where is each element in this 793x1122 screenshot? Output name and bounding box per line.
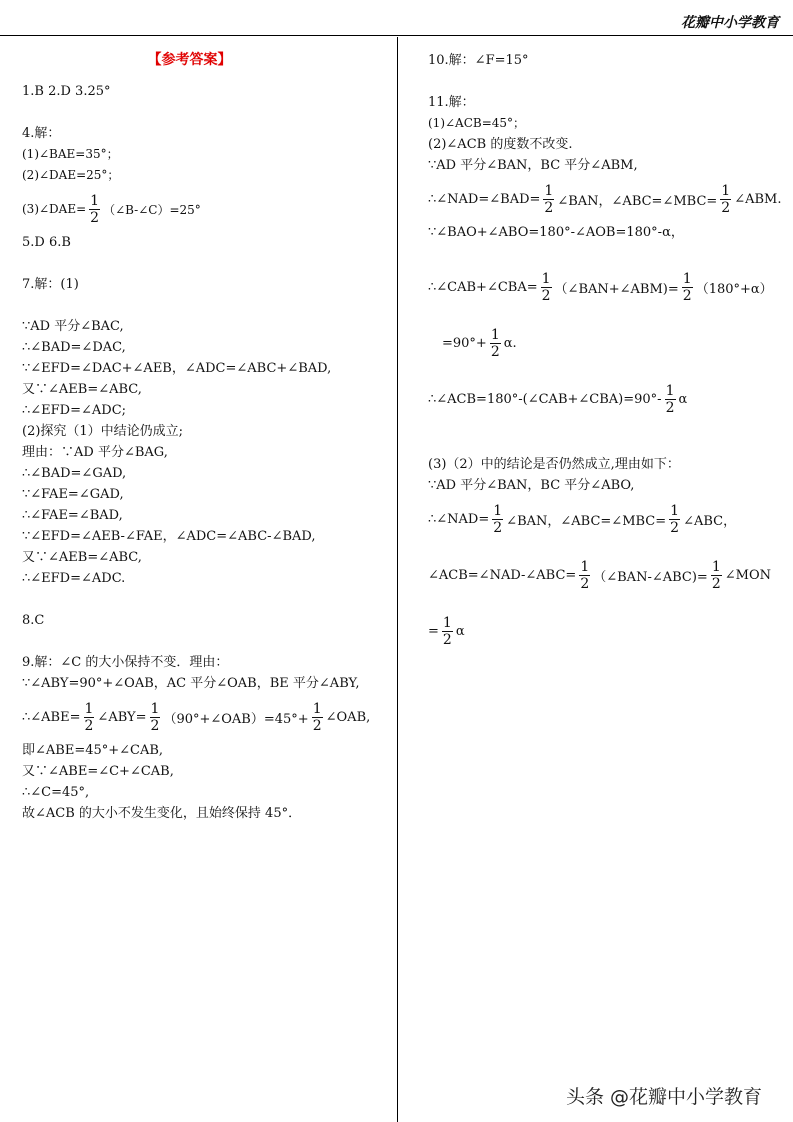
- fraction-den: 2: [711, 575, 721, 592]
- q4-heading: 4.解：: [22, 126, 61, 141]
- text: ∠BAN，∠ABC=∠MBC=: [506, 513, 667, 529]
- q11-formula: [428, 608, 778, 654]
- fraction-num: 1: [490, 326, 500, 343]
- q7-heading: 7.解：(1): [22, 277, 79, 292]
- text: （180°+α）: [695, 281, 773, 297]
- fraction-num: 1: [721, 182, 731, 199]
- fraction-den: 2: [665, 399, 675, 416]
- text: ∴∠ACB=180°-(∠CAB+∠CBA)=90°-: [428, 391, 662, 407]
- fraction-num: 1: [580, 558, 590, 575]
- answer-title: 【参考答案】: [147, 52, 232, 68]
- fraction-den: 2: [544, 199, 554, 216]
- header-brand: 花瓣中小学教育: [681, 15, 779, 31]
- q7-line: ∴∠BAD=∠DAC,: [22, 340, 126, 355]
- column-divider: [397, 37, 398, 1122]
- fraction-den: 2: [490, 343, 500, 360]
- fraction-half: [543, 183, 554, 216]
- q11-line: ∵AD 平分∠BAN，BC 平分∠ABO,: [428, 478, 635, 493]
- text: ∠OAB,: [325, 709, 371, 725]
- q7-line: 理由：∵AD 平分∠BAG,: [22, 445, 168, 460]
- q7-line: 又∵∠AEB=∠ABC,: [22, 382, 142, 397]
- fraction-den: 2: [493, 519, 503, 536]
- fraction-den: 2: [442, 631, 452, 648]
- fraction-half: [490, 327, 501, 360]
- q4-part2: (2)∠DAE=25°；: [22, 168, 120, 182]
- fraction-half: [89, 193, 100, 226]
- text: (3)∠DAE=: [22, 202, 87, 216]
- text: α.: [503, 335, 517, 351]
- q11-formula: [428, 376, 778, 422]
- text: ∠BAN，∠ABC=∠MBC=: [557, 193, 718, 209]
- answer-1-3: 1.B 2.D 3.25°: [22, 84, 111, 99]
- fraction-num: 1: [711, 558, 721, 575]
- text: ∠MON: [724, 567, 771, 583]
- q7-line: ∵∠FAE=∠GAD,: [22, 487, 124, 502]
- text: （∠BAN-∠ABC)=: [593, 569, 708, 585]
- fraction-den: 2: [721, 199, 731, 216]
- fraction-num: 1: [670, 502, 680, 519]
- watermark: 头条 @花瓣中小学教育: [566, 1086, 763, 1108]
- right-column: [428, 50, 782, 654]
- text: ∠ACB=∠NAD-∠ABC=: [428, 567, 577, 583]
- q11-formula: [428, 320, 778, 366]
- text: ∴∠NAD=: [428, 511, 490, 527]
- text: ∴∠NAD=∠BAD=: [428, 191, 541, 207]
- fraction-den: 2: [682, 287, 692, 304]
- fraction-half: [312, 701, 323, 734]
- q7-line: ∴∠FAE=∠BAD,: [22, 508, 123, 523]
- fraction-half: [682, 271, 693, 304]
- header-divider: [0, 35, 793, 36]
- text: =90°+: [442, 335, 487, 351]
- q7-line: ∴∠EFD=∠ADC.: [22, 571, 126, 586]
- q11-line: ∵∠BAO+∠ABO=180°-∠AOB=180°-α，: [428, 225, 684, 240]
- text: ∴∠CAB+∠CBA=: [428, 279, 538, 295]
- answer-5-6: 5.D 6.B: [22, 235, 71, 250]
- fraction-num: 1: [544, 182, 554, 199]
- q11-formula: [428, 264, 778, 310]
- fraction-den: 2: [580, 575, 590, 592]
- fraction-num: 1: [541, 270, 551, 287]
- q11-line: (2)∠ACB 的度数不改变.: [428, 137, 573, 152]
- fraction-half: [579, 559, 590, 592]
- fraction-half: [442, 615, 453, 648]
- q11-line: (1)∠ACB=45°；: [428, 116, 526, 130]
- fraction-half: [669, 503, 680, 536]
- fraction-den: 2: [312, 717, 322, 734]
- fraction-half: [720, 183, 731, 216]
- text: ∠ABC，: [683, 513, 737, 529]
- text: （∠B-∠C）=25°: [103, 202, 201, 217]
- q11-formula: [428, 176, 782, 222]
- q7-line: ∵∠EFD=∠AEB-∠FAE，∠ADC=∠ABC-∠BAD,: [22, 529, 316, 544]
- fraction-den: 2: [84, 717, 94, 734]
- fraction-num: 1: [442, 614, 452, 631]
- q9-line: 故∠ACB 的大小不发生变化，且始终保持 45°．: [22, 806, 302, 821]
- text: α: [455, 623, 465, 639]
- q9-line: 又∵∠ABE=∠C+∠CAB,: [22, 764, 174, 779]
- text: ∴∠ABE=: [22, 709, 81, 725]
- q10-answer: 10.解：∠F=15°: [428, 53, 529, 68]
- q9-formula: [22, 694, 387, 740]
- q9-line: ∴∠C=45°,: [22, 785, 90, 800]
- text: α: [678, 391, 688, 407]
- fraction-num: 1: [90, 192, 100, 209]
- fraction-den: 2: [90, 209, 100, 226]
- text: =: [428, 623, 439, 639]
- left-column: [22, 50, 387, 824]
- fraction-num: 1: [665, 382, 675, 399]
- q7-line: (2)探究（1）中结论仍成立;: [22, 424, 184, 439]
- q11-heading: 11.解：: [428, 95, 475, 110]
- q7-line: 又∵∠AEB=∠ABC,: [22, 550, 142, 565]
- fraction-num: 1: [84, 700, 94, 717]
- fraction-num: 1: [493, 502, 503, 519]
- fraction-num: 1: [682, 270, 692, 287]
- fraction-half: [711, 559, 722, 592]
- q9-line: 即∠ABE=45°+∠CAB,: [22, 743, 164, 758]
- text: （90°+∠OAB）=45°+: [163, 711, 309, 727]
- q7-line: ∴∠BAD=∠GAD,: [22, 466, 127, 481]
- q11-formula: [428, 552, 778, 598]
- fraction-half: [665, 383, 676, 416]
- q11-formula: [428, 496, 778, 542]
- fraction-num: 1: [150, 700, 160, 717]
- q11-line: ∵AD 平分∠BAN，BC 平分∠ABM,: [428, 158, 638, 173]
- answer-8: 8.C: [22, 613, 45, 628]
- fraction-den: 2: [670, 519, 680, 536]
- fraction-half: [150, 701, 161, 734]
- text: ∠ABM.: [734, 191, 782, 207]
- q4-part1: (1)∠BAE=35°；: [22, 147, 119, 161]
- q9-line: ∵∠ABY=90°+∠OAB，AC 平分∠OAB，BE 平分∠ABY,: [22, 676, 360, 691]
- q11-line: (3)（2）中的结论是否仍然成立,理由如下：: [428, 457, 680, 472]
- text: （∠BAN+∠ABM)=: [554, 281, 679, 297]
- text: ∠ABY=: [97, 709, 147, 725]
- q7-line: ∴∠EFD=∠ADC;: [22, 403, 127, 418]
- fraction-num: 1: [312, 700, 322, 717]
- q4-part3: [22, 186, 387, 232]
- fraction-den: 2: [150, 717, 160, 734]
- q7-line: ∵AD 平分∠BAC,: [22, 319, 124, 334]
- q9-heading: 9.解：∠C 的大小保持不变．理由：: [22, 655, 229, 670]
- fraction-den: 2: [541, 287, 551, 304]
- fraction-half: [492, 503, 503, 536]
- fraction-half: [541, 271, 552, 304]
- q7-line: ∵∠EFD=∠DAC+∠AEB，∠ADC=∠ABC+∠BAD,: [22, 361, 332, 376]
- fraction-half: [84, 701, 95, 734]
